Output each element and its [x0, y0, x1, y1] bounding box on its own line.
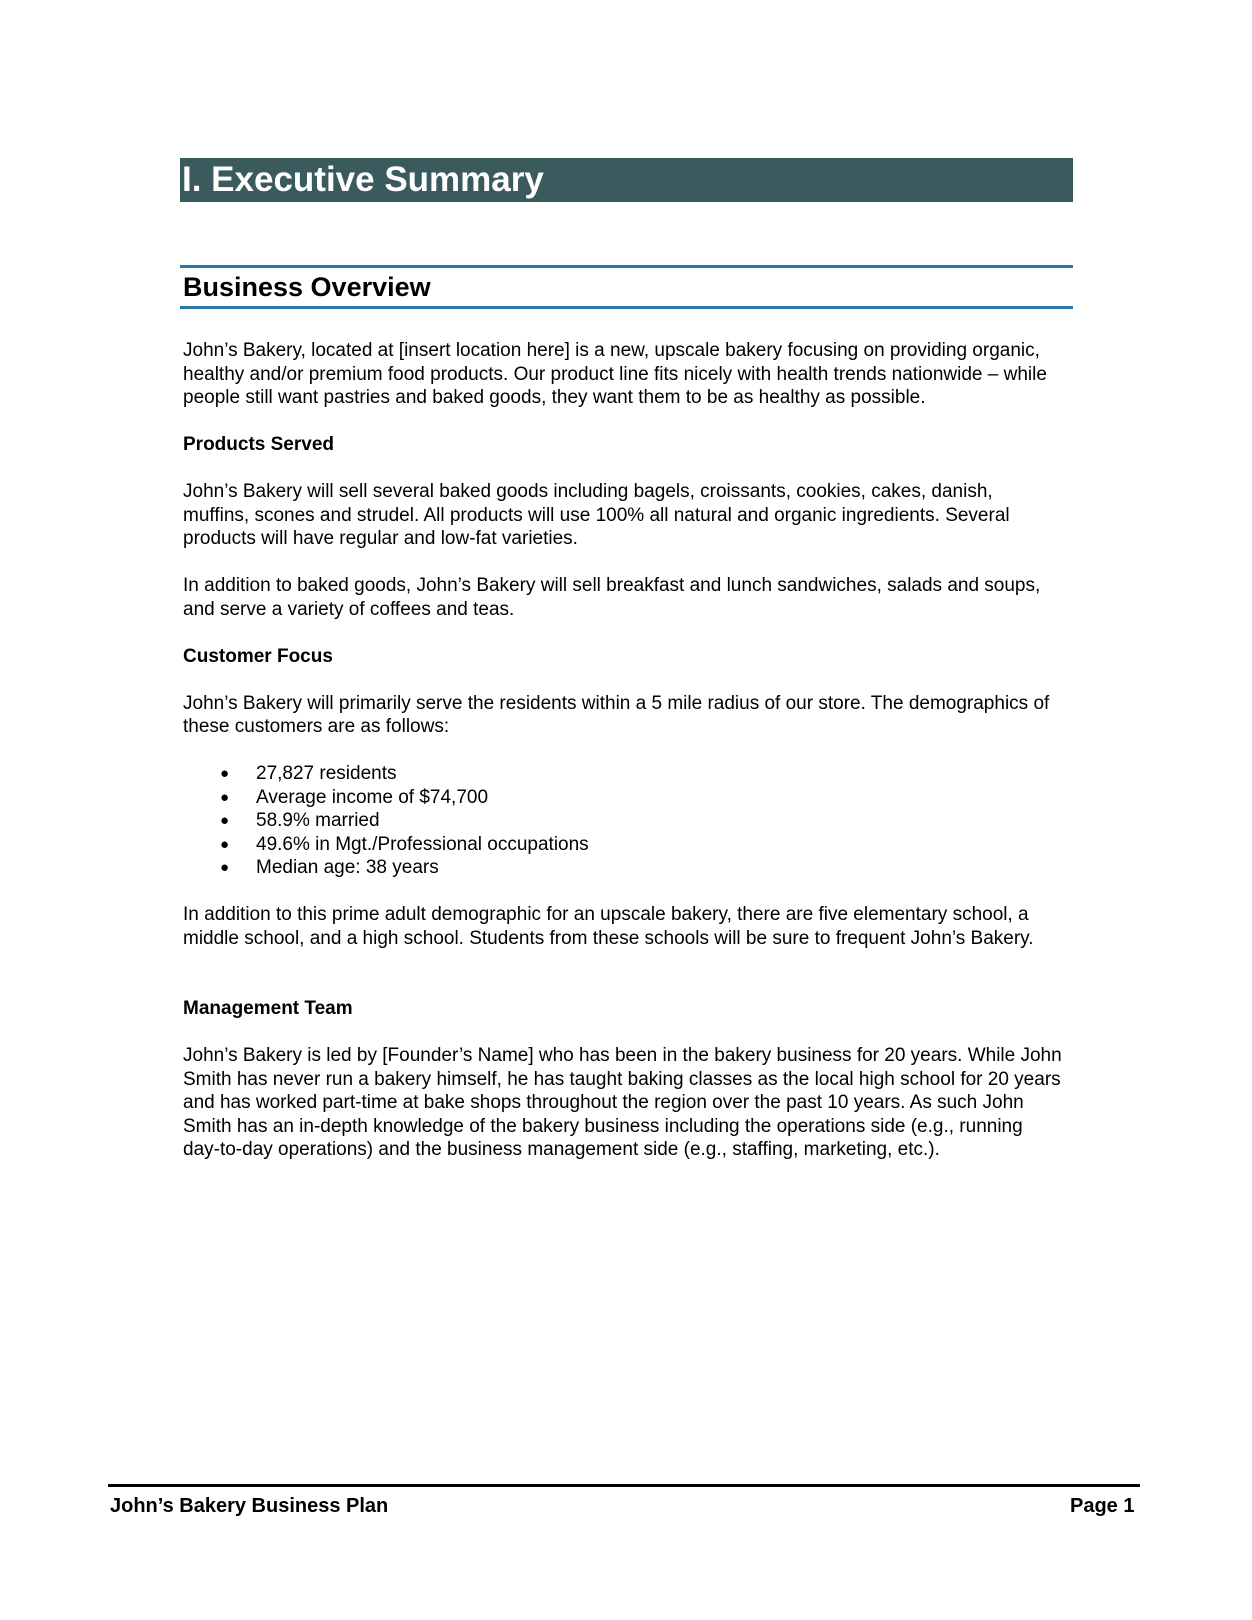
footer-document-title: John’s Bakery Business Plan [110, 1495, 389, 1517]
demographics-list [183, 762, 1063, 880]
list-item [183, 809, 1063, 833]
list-item-text: 58.9% married [256, 810, 380, 831]
list-item-text: Average income of $74,700 [256, 786, 489, 808]
list-item-text: 27,827 residents [256, 763, 397, 784]
document-body [183, 339, 1063, 1185]
subsection-header [180, 265, 1073, 309]
management-heading: Management Team [183, 998, 353, 1019]
list-item-text: Median age: 38 years [256, 857, 439, 878]
section-title-banner: I. Executive Summary [180, 158, 1073, 202]
bullet-icon: ● [220, 859, 230, 876]
overview-paragraph: John’s Bakery, located at [insert location here] is a new, upscale bakery focusing on providing organic, healthy and/or premium food products. Our product line fits nicely with health trends nationwide – while people still want pastries and baked goods, they want them to be as healthy as possible. [183, 340, 1047, 408]
customers-heading: Customer Focus [183, 645, 333, 667]
list-item [183, 786, 1063, 810]
bullet-icon: ● [220, 812, 230, 829]
section-spacer [183, 974, 1063, 998]
list-item [183, 856, 1063, 880]
footer-divider [108, 1484, 1140, 1487]
products-heading: Products Served [183, 434, 334, 455]
bullet-icon: ● [220, 788, 230, 806]
list-item [183, 833, 1063, 857]
subsection-title: Business Overview [183, 272, 431, 302]
bullet-icon: ● [220, 835, 230, 853]
management-paragraph: John’s Bakery is led by [Founder’s Name] who has been in the bakery business for 20 years. While John Smith has never run a bakery himself, he has taught baking classes as the local high school for 20 years and has worked part-time at bake shops throughout the region over the past 10 years. As such John Smith has an in-depth knowledge of the bakery business including the operations side (e.g., running day-to-day operations) and the business management side (e.g., staffing, marketing, etc.). [183, 1045, 1062, 1160]
list-item-text: 49.6% in Mgt./Professional occupations [256, 833, 589, 855]
customers-closing: In addition to this prime adult demographic for an upscale bakery, there are five elementary school, a middle school, and a high school. Students from these schools will be sure to frequent John’s Bakery. [183, 904, 1034, 949]
list-item [183, 762, 1063, 786]
footer-page-number: Page 1 [1070, 1495, 1135, 1517]
customers-intro: John’s Bakery will primarily serve the residents within a 5 mile radius of our store. The demographics of these customers are as follows: [183, 692, 1050, 737]
products-paragraph-1: John’s Bakery will sell several baked goods including bagels, croissants, cookies, cakes, danish, muffins, scones and strudel. All products will use 100% all natural and organic ingredients. Several products will have regular and low-fat varieties. [183, 481, 1010, 549]
bullet-icon: ● [220, 765, 230, 782]
products-paragraph-2: In addition to baked goods, John’s Bakery will sell breakfast and lunch sandwiches, salads and soups, and serve a variety of coffees and teas. [183, 575, 1041, 620]
